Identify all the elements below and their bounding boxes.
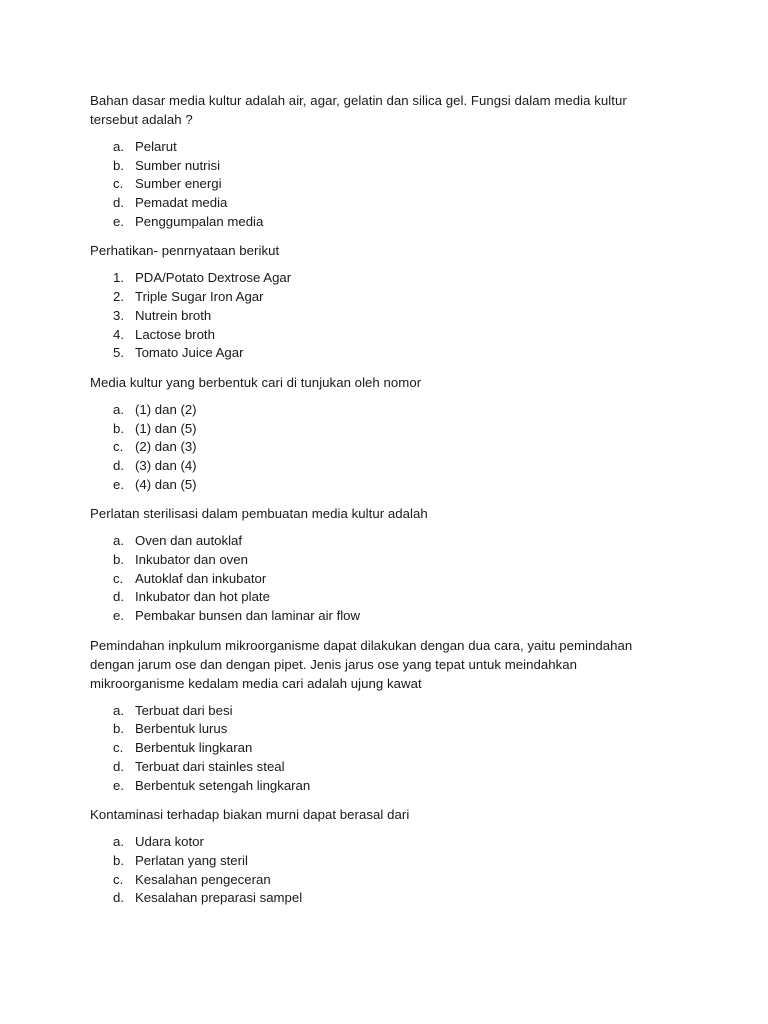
answer-option	[90, 889, 668, 908]
option-marker: d.	[113, 890, 124, 906]
option-marker: b.	[113, 157, 124, 173]
answer-options-list	[90, 702, 668, 795]
option-label: Oven dan autoklaf	[135, 533, 243, 549]
answer-option	[90, 607, 668, 626]
option-marker: e.	[113, 476, 124, 492]
option-label: (1) dan (2)	[135, 401, 197, 417]
option-marker: d.	[113, 589, 124, 605]
option-label: Sumber energi	[135, 176, 222, 192]
item-number: 1.	[113, 270, 124, 286]
option-marker: d.	[113, 457, 124, 473]
answer-option	[90, 570, 668, 589]
answer-option	[90, 702, 668, 721]
option-marker: e.	[113, 608, 124, 624]
answer-option	[90, 175, 668, 194]
option-marker: a.	[113, 834, 124, 850]
option-marker: c.	[113, 871, 124, 887]
answer-option	[90, 476, 668, 495]
option-marker: c.	[113, 570, 124, 586]
item-number: 3.	[113, 307, 124, 323]
option-marker: d.	[113, 195, 124, 211]
question-text: Perlatan sterilisasi dalam pembuatan media kultur adalah	[90, 506, 428, 522]
statement-item	[90, 307, 668, 326]
question-5	[90, 636, 668, 795]
item-number: 4.	[113, 326, 124, 342]
answer-option	[90, 157, 668, 176]
question-text: Perhatikan- penrnyataan berikut	[90, 243, 280, 259]
answer-option	[90, 420, 668, 439]
option-label: Pembakar bunsen dan laminar air flow	[135, 608, 361, 624]
option-marker: a.	[113, 702, 124, 718]
option-label: Terbuat dari besi	[135, 702, 233, 718]
option-label: Pemadat media	[135, 195, 228, 211]
answer-option	[90, 871, 668, 890]
answer-option	[90, 213, 668, 232]
answer-option	[90, 138, 668, 157]
item-label: Nutrein broth	[135, 307, 212, 323]
answer-option	[90, 438, 668, 457]
statement-list	[90, 269, 668, 362]
answer-option	[90, 720, 668, 739]
answer-option	[90, 758, 668, 777]
item-number: 2.	[113, 289, 124, 305]
statement-item	[90, 326, 668, 345]
option-label: Kesalahan pengeceran	[135, 871, 271, 887]
question-text: Bahan dasar media kultur adalah air, agar, gelatin dan silica gel. Fungsi dalam media kultur tersebut adalah ?	[90, 93, 627, 127]
option-label: Penggumpalan media	[135, 213, 264, 229]
option-label: (4) dan (5)	[135, 476, 197, 492]
answer-option	[90, 739, 668, 758]
option-marker: e.	[113, 213, 124, 229]
option-label: (1) dan (5)	[135, 420, 197, 436]
option-label: Inkubator dan oven	[135, 552, 248, 567]
item-number: 5.	[113, 345, 124, 361]
option-marker: b.	[113, 552, 124, 567]
question-text: Kontaminasi terhadap biakan murni dapat berasal dari	[90, 807, 410, 823]
option-label: (3) dan (4)	[135, 457, 197, 473]
answer-option	[90, 833, 668, 852]
answer-option	[90, 401, 668, 420]
answer-option	[90, 588, 668, 607]
option-marker: c.	[113, 439, 124, 455]
option-label: Inkubator dan hot plate	[135, 589, 270, 605]
item-label: Triple Sugar Iron Agar	[135, 289, 264, 305]
option-marker: b.	[113, 721, 124, 737]
answer-option	[90, 551, 668, 570]
option-marker: c.	[113, 176, 124, 192]
option-marker: d.	[113, 758, 124, 774]
item-label: PDA/Potato Dextrose Agar	[135, 270, 292, 286]
answer-options-list	[90, 532, 668, 625]
statement-item	[90, 269, 668, 288]
option-label: Perlatan yang steril	[135, 852, 248, 868]
option-marker: b.	[113, 420, 124, 436]
option-marker: a.	[113, 401, 124, 417]
statement-item	[90, 288, 668, 307]
answer-options-list	[90, 833, 668, 908]
option-label: Berbentuk lurus	[135, 721, 228, 737]
option-label: Berbentuk lingkaran	[135, 740, 253, 756]
option-label: Kesalahan preparasi sampel	[135, 890, 303, 906]
option-label: Terbuat dari stainles steal	[135, 758, 285, 774]
option-label: Sumber nutrisi	[135, 157, 221, 173]
answer-option	[90, 457, 668, 476]
option-label: Autoklaf dan inkubator	[135, 570, 267, 586]
question-4	[90, 504, 668, 625]
item-label: Tomato Juice Agar	[135, 345, 244, 361]
question-6	[90, 805, 668, 908]
option-label: Berbentuk setengah lingkaran	[135, 777, 311, 793]
question-2	[90, 241, 668, 362]
option-label: (2) dan (3)	[135, 439, 197, 455]
answer-options-list	[90, 138, 668, 231]
answer-options-list	[90, 401, 668, 494]
answer-option	[90, 852, 668, 871]
item-label: Lactose broth	[135, 326, 215, 342]
option-marker: e.	[113, 777, 124, 793]
question-text: Media kultur yang berbentuk cari di tunjukan oleh nomor	[90, 374, 422, 390]
question-text: Pemindahan inpkulum mikroorganisme dapat dilakukan dengan dua cara, yaitu pemindahan dengan jarum ose dan dengan pipet. Jenis jarus ose yang tepat untuk meindahkan mikroorganisme kedalam media cari adalah ujung kawat	[90, 637, 633, 691]
question-1	[90, 91, 668, 231]
statement-item	[90, 344, 668, 363]
option-marker: a.	[113, 139, 124, 154]
question-3	[90, 373, 668, 494]
option-marker: a.	[113, 533, 124, 549]
answer-option	[90, 777, 668, 796]
option-label: Udara kotor	[135, 834, 204, 850]
answer-option	[90, 194, 668, 213]
option-label: Pelarut	[135, 139, 177, 154]
option-marker: b.	[113, 852, 124, 868]
option-marker: c.	[113, 740, 124, 756]
answer-option	[90, 532, 668, 551]
